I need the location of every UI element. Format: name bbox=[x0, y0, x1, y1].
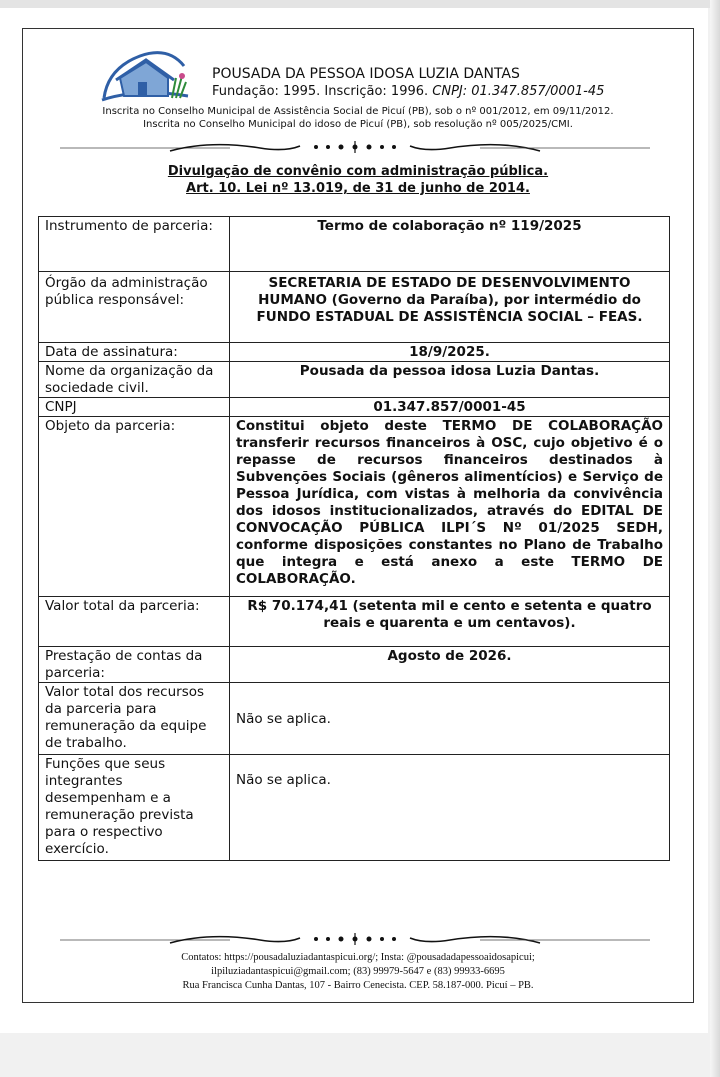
row-label: Prestação de contas da parceria: bbox=[39, 647, 230, 683]
partnership-table bbox=[38, 216, 670, 861]
table-row bbox=[39, 217, 670, 272]
row-value: Não se aplica. bbox=[230, 683, 670, 755]
registration-line-2: Inscrita no Conselho Municipal do idoso de Picuí (PB), sob resolução nº 005/2025/CMI. bbox=[143, 119, 573, 130]
table-row bbox=[39, 647, 670, 683]
row-value: Não se aplica. bbox=[230, 755, 670, 861]
table-row bbox=[39, 272, 670, 343]
top-band bbox=[0, 0, 720, 8]
title-line-2: Art. 10. Lei nº 13.019, de 31 de junho de 2014. bbox=[186, 181, 530, 196]
foundation-text: Fundação: 1995. Inscrição: 1996. bbox=[212, 84, 429, 99]
row-label: Nome da organização da sociedade civil. bbox=[39, 362, 230, 398]
table-row bbox=[39, 343, 670, 362]
row-label: Data de assinatura: bbox=[39, 343, 230, 362]
title-line-1: Divulgação de convênio com administração pública. bbox=[167, 164, 549, 179]
row-value: Termo de colaboração nº 119/2025 bbox=[230, 217, 670, 272]
row-value: 18/9/2025. bbox=[230, 343, 670, 362]
footer-contacts-1: Contatos: https://pousadaluziadantaspicui.org/; Insta: @pousadadapessoaidosapicui; bbox=[181, 952, 535, 963]
registration-line-1: Inscrita no Conselho Municipal de Assistência Social de Picuí (PB), sob o nº 001/2012, em 09/11/2012. bbox=[102, 106, 614, 117]
table-row bbox=[39, 417, 670, 597]
table-row bbox=[39, 398, 670, 417]
row-label: Valor total dos recursos da parceria para remuneração da equipe de trabalho. bbox=[39, 683, 230, 755]
table-row bbox=[39, 362, 670, 398]
header-cnpj: CNPJ: 01.347.857/0001-45 bbox=[432, 84, 605, 99]
house-logo-icon bbox=[98, 48, 194, 106]
row-label: Objeto da parceria: bbox=[39, 417, 230, 597]
table-row bbox=[39, 597, 670, 647]
row-label: Instrumento de parceria: bbox=[39, 217, 230, 272]
row-value: Pousada da pessoa idosa Luzia Dantas. bbox=[230, 362, 670, 398]
org-name: POUSADA DA PESSOA IDOSA LUZIA DANTAS bbox=[212, 66, 520, 82]
table-row bbox=[39, 755, 670, 861]
ornament-divider-top bbox=[60, 138, 650, 156]
row-value: Agosto de 2026. bbox=[230, 647, 670, 683]
row-label: CNPJ bbox=[39, 398, 230, 417]
row-label: Valor total da parceria: bbox=[39, 597, 230, 647]
foundation-line bbox=[212, 84, 604, 99]
row-label: Órgão da administração pública responsável: bbox=[39, 272, 230, 343]
page-edge-shadow bbox=[710, 0, 720, 1077]
row-label: Funções que seus integrantes desempenham e a remuneração prevista para o respectivo exercício. bbox=[39, 755, 230, 861]
row-value: 01.347.857/0001-45 bbox=[230, 398, 670, 417]
footer-address: Rua Francisca Cunha Dantas, 107 - Bairro Cenecista. CEP. 58.187-000. Picuí – PB. bbox=[182, 980, 534, 991]
row-value: Constitui objeto deste TERMO DE COLABORAÇÃO transferir recursos financeiros à OSC, cujo objetivo é o repasse de recursos financeiros destinados à Subvenções Sociais (gêneros alimentícios) e Serviço de Pessoa Jurídica, com vistas à melhoria da convivência dos idosos institucionalizados, através do EDITAL DE CONVOCAÇÃO PÚBLICA ILPI´S Nº 01/2025 SEDH, conforme disposições constantes no Plano de Trabalho que integra e está anexo a este TERMO DE COLABORAÇÃO. bbox=[230, 417, 670, 597]
row-value: R$ 70.174,41 (setenta mil e cento e setenta e quatro reais e quarenta e um centavos). bbox=[230, 597, 670, 647]
footer-contacts-2: ilpiluziadantaspicui@gmail.com; (83) 99979-5647 e (83) 99933-6695 bbox=[211, 966, 505, 977]
row-value: SECRETARIA DE ESTADO DE DESENVOLVIMENTO HUMANO (Governo da Paraíba), por intermédio do FUNDO ESTADUAL DE ASSISTÊNCIA SOCIAL – FEAS. bbox=[230, 272, 670, 343]
table-row bbox=[39, 683, 670, 755]
ornament-divider-bottom bbox=[60, 930, 650, 948]
